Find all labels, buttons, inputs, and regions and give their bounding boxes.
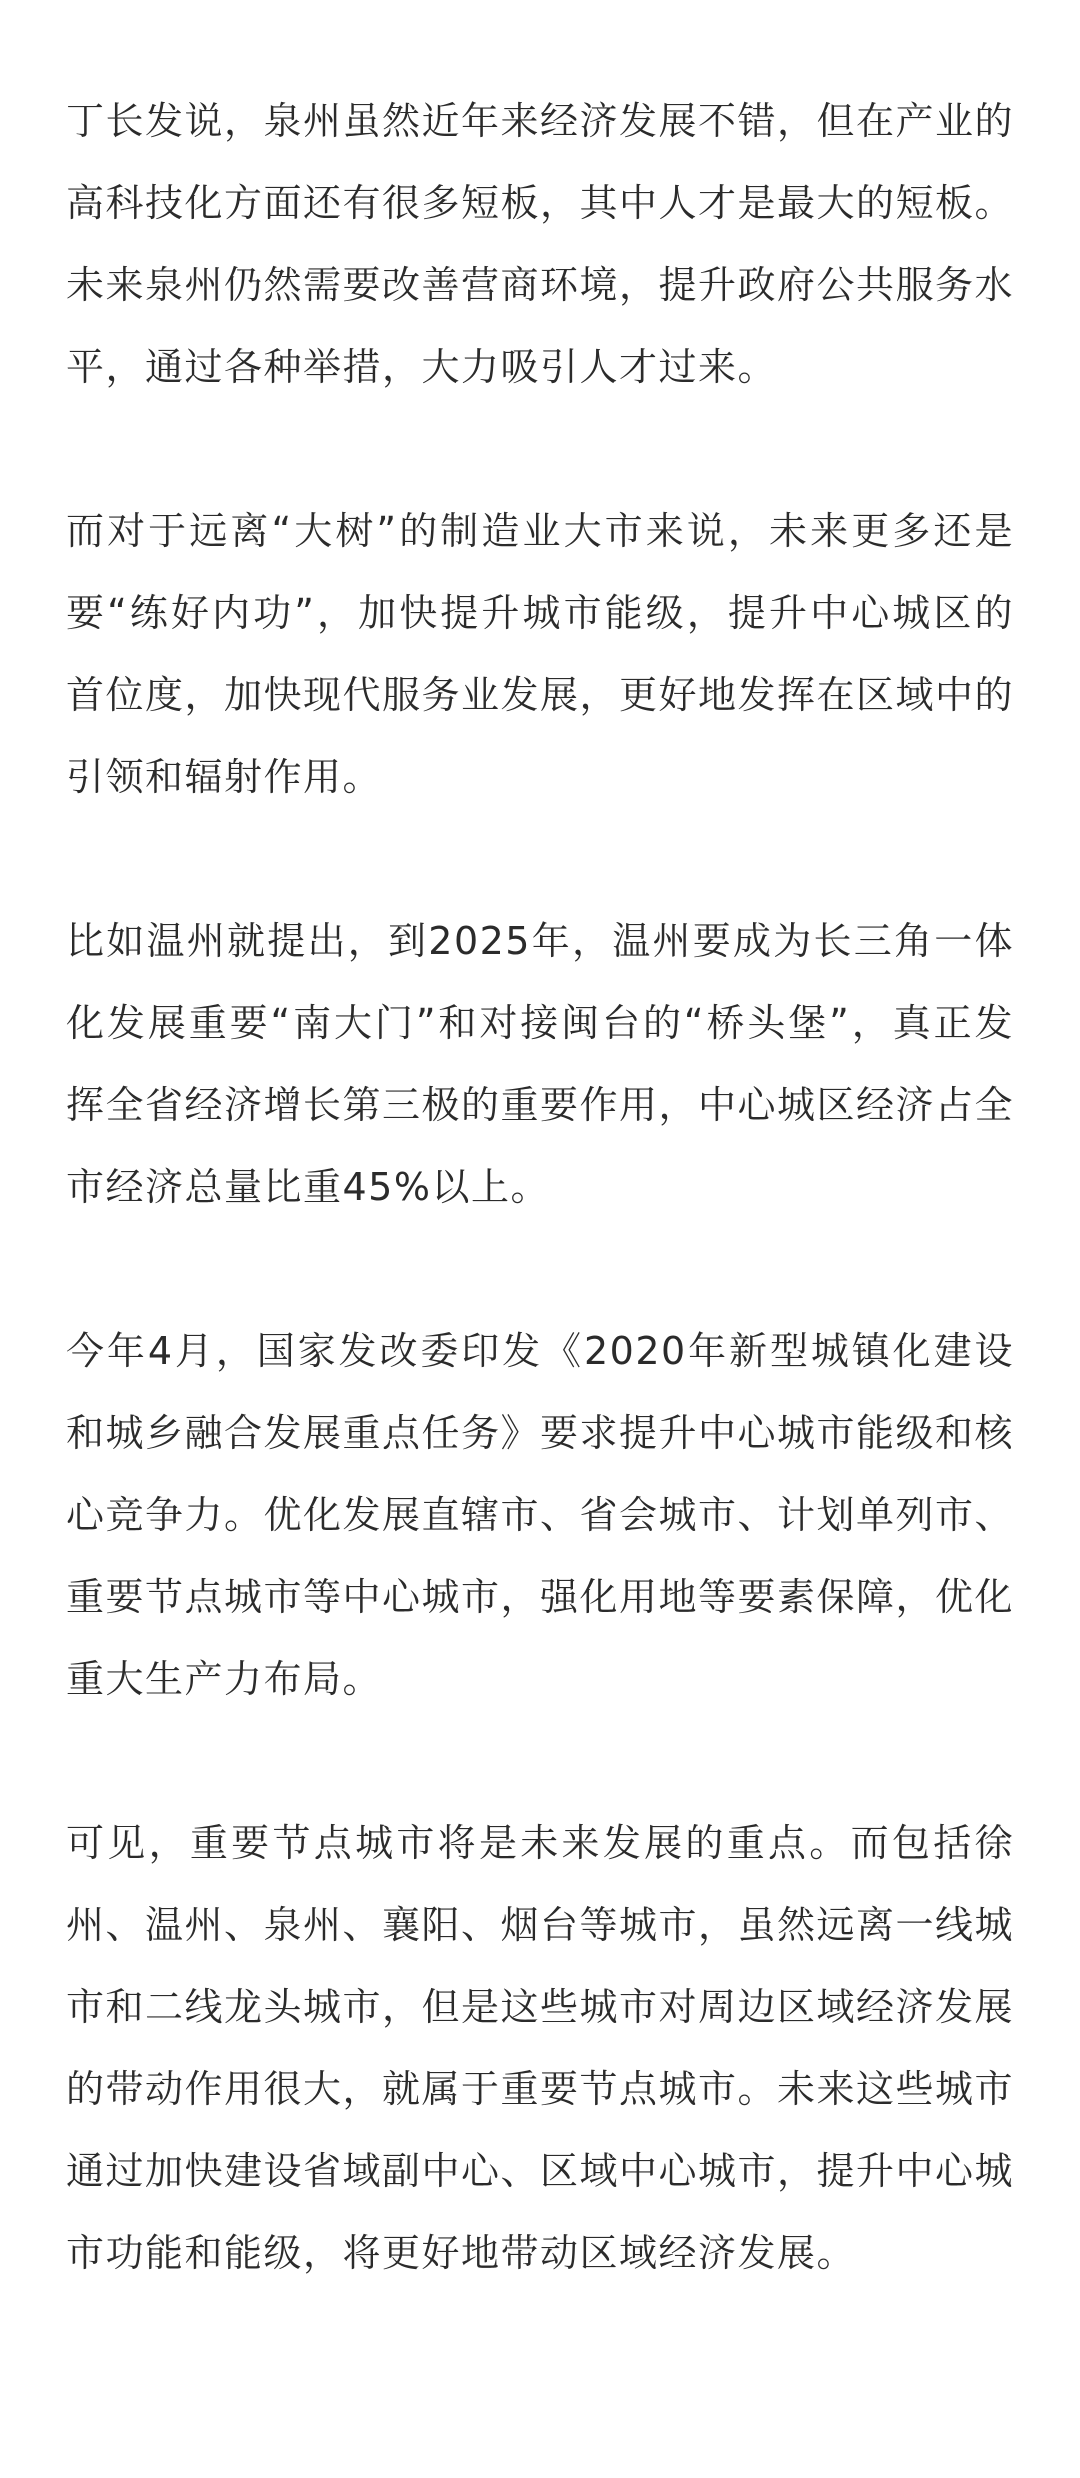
article-paragraph-4: 今年4月，国家发改委印发《2020年新型城镇化建设和城乡融合发展重点任务》要求提升中心城市能级和核心竞争力。优化发展直辖市、省会城市、计划单列市、重要节点城市等中心城市，强化用地等要素保障，优化重大生产力布局。 <box>66 1329 1015 1701</box>
article-paragraph-2: 而对于远离“大树”的制造业大市来说，未来更多还是要“练好内功”，加快提升城市能级，提升中心城区的首位度，加快现代服务业发展，更好地发挥在区域中的引领和辐射作用。 <box>66 509 1015 799</box>
article-paragraph-3: 比如温州就提出，到2025年，温州要成为长三角一体化发展重要“南大门”和对接闽台的“桥头堡”，真正发挥全省经济增长第三极的重要作用，中心城区经济占全市经济总量比重45%以上。 <box>66 919 1015 1209</box>
article-body <box>66 80 1014 2376</box>
article-paragraph-1: 丁长发说，泉州虽然近年来经济发展不错，但在产业的高科技化方面还有很多短板，其中人才是最大的短板。未来泉州仍然需要改善营商环境，提升政府公共服务水平，通过各种举措，大力吸引人才过来。 <box>66 99 1015 389</box>
article-paragraph-5: 可见，重要节点城市将是未来发展的重点。而包括徐州、温州、泉州、襄阳、烟台等城市，虽然远离一线城市和二线龙头城市，但是这些城市对周边区域经济发展的带动作用很大，就属于重要节点城市。未来这些城市通过加快建设省域副中心、区域中心城市，提升中心城市功能和能级，将更好地带动区域经济发展。 <box>66 1821 1015 2275</box>
